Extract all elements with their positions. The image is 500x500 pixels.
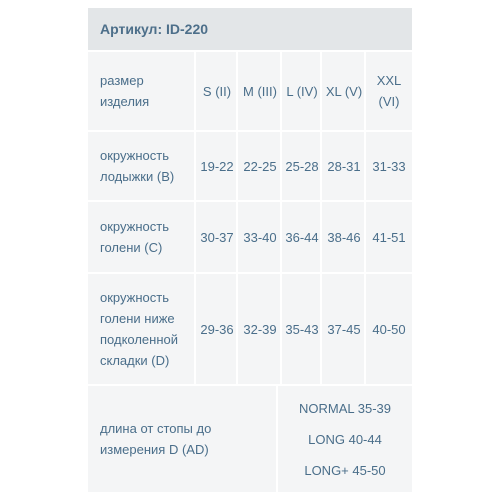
measure-cell: 38-46 (327, 229, 361, 245)
measure-cell: 31-33 (372, 158, 406, 174)
measure-cell: 22-25 (243, 158, 277, 174)
size-cell: S (II) (202, 83, 232, 99)
measure-cell: 28-31 (327, 158, 361, 174)
ad-values (278, 386, 412, 492)
article-header (88, 8, 412, 50)
column-divider (364, 52, 366, 384)
column-divider (194, 52, 196, 384)
size-cell: XL (V) (325, 83, 363, 99)
column-divider (236, 52, 238, 384)
measure-cell: 33-40 (243, 229, 277, 245)
measure-cell: 29-36 (200, 321, 234, 337)
ad-value-normal: NORMAL 35-39 (299, 400, 391, 416)
measure-cell: 30-37 (200, 229, 234, 245)
column-divider (276, 386, 278, 492)
size-chart (88, 8, 412, 492)
measure-cell: 32-39 (243, 321, 277, 337)
ad-row (88, 386, 412, 492)
article-title: Артикул: ID-220 (100, 21, 209, 37)
measure-label: окружность голени (C) (100, 219, 169, 255)
ad-value-long-plus: LONG+ 45-50 (304, 462, 386, 478)
size-cell: XXL (VI) (376, 73, 402, 109)
size-row-label: размер изделия (100, 73, 150, 109)
column-divider (280, 52, 282, 384)
size-cell: M (III) (243, 83, 277, 99)
ad-value-long: LONG 40-44 (308, 431, 382, 447)
ad-label: длина от стопы до измерения D (AD) (100, 421, 212, 457)
measure-cell: 35-43 (285, 321, 319, 337)
measure-cell: 41-51 (372, 229, 406, 245)
measure-cell: 36-44 (285, 229, 319, 245)
measure-label: окружность голени ниже подколенной складки (D) (100, 290, 179, 368)
size-cell: L (IV) (286, 83, 318, 99)
measure-cell: 19-22 (200, 158, 234, 174)
measure-cell: 25-28 (285, 158, 319, 174)
measure-label: окружность лодыжки (B) (100, 148, 175, 184)
column-divider (320, 52, 322, 384)
measure-cell: 37-45 (327, 321, 361, 337)
measure-cell: 40-50 (372, 321, 406, 337)
